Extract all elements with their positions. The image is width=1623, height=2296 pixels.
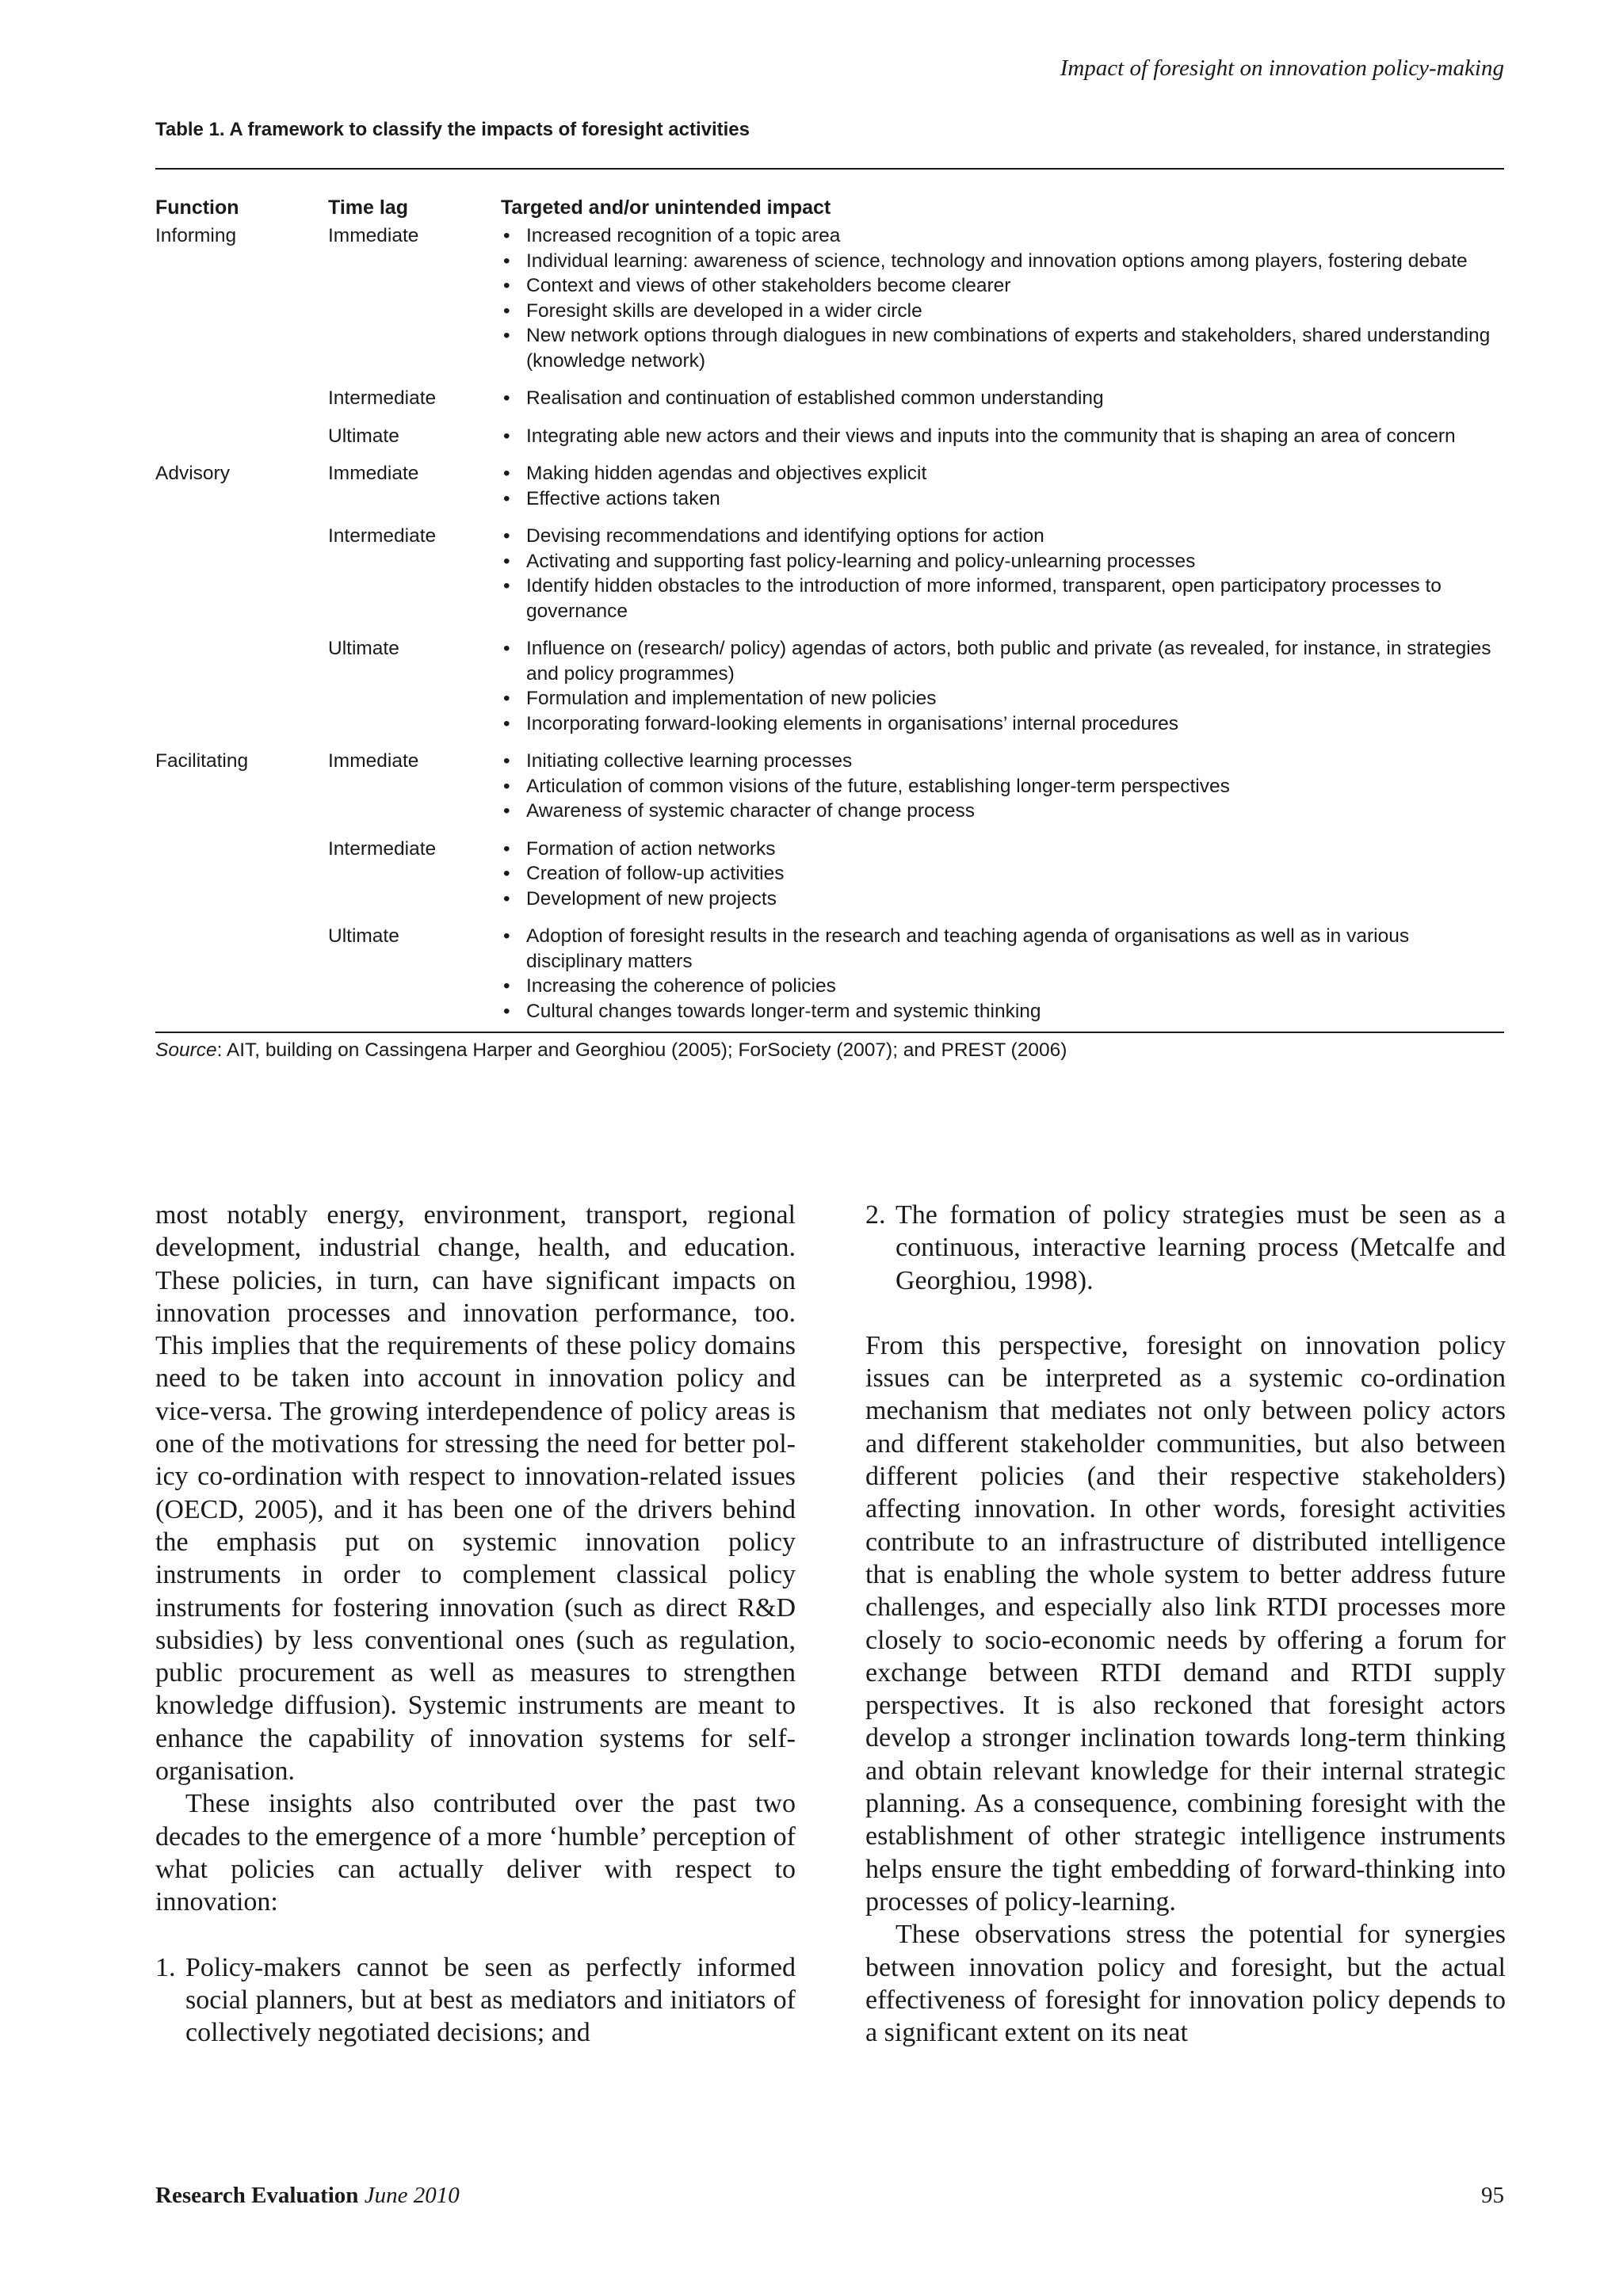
source-text: : AIT, building on Cassingena Harper and Georghiou (2005); ForSociety (2007); and PREST (2006) bbox=[216, 1039, 1067, 1061]
list-number: 1. bbox=[155, 1952, 176, 1982]
table-row bbox=[155, 749, 1504, 824]
impact-item: • Effective actions taken bbox=[501, 486, 1504, 512]
impact-item: • Individual learning: awareness of science, technology and innovation options among players, fostering debate bbox=[501, 249, 1504, 274]
list-item bbox=[155, 1951, 796, 2050]
list-item bbox=[865, 1199, 1506, 1297]
cell-function: Informing bbox=[155, 225, 237, 246]
header-function: Function bbox=[155, 196, 239, 219]
running-head: Impact of foresight on innovation policy-making bbox=[1060, 55, 1504, 81]
table-row bbox=[155, 386, 1504, 411]
impact-item: • Development of new projects bbox=[501, 887, 1504, 912]
cell-time-lag: Immediate bbox=[328, 463, 419, 484]
cell-time-lag: Intermediate bbox=[328, 525, 437, 547]
cell-time-lag: Intermediate bbox=[328, 837, 437, 860]
source-label: Source bbox=[155, 1039, 217, 1061]
cell-impacts bbox=[501, 524, 1504, 624]
impact-item: • Identify hidden obstacles to the introduction of more informed, transparent, open participatory processes to governance bbox=[501, 574, 1504, 624]
issue-date: June 2010 bbox=[364, 2183, 460, 2208]
paragraph: From this perspective, foresight on innovation policy issues can be interpreted as a systemic co-ordination mechanism that mediates not only between policy actors and different stakeholder communities, but also between different policies (and their respective stakeholders) affecting innovation. In other words, foresight activities contribute to an infrastructure of distributed intelligence that is enabling the whole system to better address future challenges, and especially also link RTDI processes more closely to socio-economic needs by offering a forum for exchange between RTDI demand and RTDI supply perspectives. It is also reckoned that foresight actors develop a stronger inclination towards long-term thinking and obtain relevant knowledge for their internal strategic planning. As a consequence, combining foresight with the establishment of other strategic intelligence instruments helps ensure the tight embedding of forward-thinking into processes of policy-learning. bbox=[865, 1330, 1506, 1917]
impact-list bbox=[501, 749, 1504, 824]
impact-item: • Articulation of common visions of the future, establishing longer-term perspectives bbox=[501, 774, 1504, 799]
table-row bbox=[155, 524, 1504, 624]
impact-list bbox=[501, 386, 1504, 411]
table-row bbox=[155, 924, 1504, 1024]
impact-item: • Realisation and continuation of established common understanding bbox=[501, 386, 1504, 411]
cell-function bbox=[155, 636, 328, 736]
impact-item: • New network options through dialogues in new combinations of experts and stakeholders, shared understanding (knowledge network) bbox=[501, 323, 1504, 373]
impact-item: • Increasing the coherence of policies bbox=[501, 974, 1504, 999]
table-row bbox=[155, 837, 1504, 912]
table-header-row bbox=[155, 170, 1504, 223]
cell-function bbox=[155, 924, 328, 1024]
journal-name: Research Evaluation bbox=[155, 2183, 359, 2208]
impact-item: • Formation of action networks bbox=[501, 837, 1504, 862]
table-source bbox=[155, 1039, 1504, 1062]
header-time-lag: Time lag bbox=[328, 196, 408, 219]
impact-item: • Cultural changes towards longer-term and systemic thinking bbox=[501, 999, 1504, 1024]
table-row bbox=[155, 636, 1504, 736]
impact-list bbox=[501, 924, 1504, 1024]
impact-item: • Formulation and implementation of new policies bbox=[501, 686, 1504, 711]
table-1 bbox=[155, 119, 1504, 1062]
footer-journal bbox=[155, 2183, 460, 2209]
impact-list bbox=[501, 837, 1504, 912]
cell-time-lag: Immediate bbox=[328, 225, 419, 246]
cell-impacts bbox=[501, 386, 1504, 411]
cell-time-lag: Ultimate bbox=[328, 425, 399, 447]
cell-impacts bbox=[501, 424, 1504, 449]
paragraph: These observations stress the potential for synergies between innovation policy and foresight, but the actual effectiveness of foresight for innovation policy depends to a significant extent on its neat bbox=[865, 1920, 1506, 2048]
impact-list bbox=[501, 424, 1504, 449]
list-text: The formation of policy strategies must be seen as a continuous, interactive learning process (Metcalfe and Georghiou, 1998). bbox=[896, 1200, 1506, 1295]
cell-function: Facilitating bbox=[155, 750, 249, 772]
impact-item: • Initiating collective learning processes bbox=[501, 749, 1504, 774]
impact-item: • Activating and supporting fast policy-learning and policy-unlearning processes bbox=[501, 549, 1504, 574]
cell-time-lag: Ultimate bbox=[328, 638, 399, 659]
impact-item: • Adoption of foresight results in the research and teaching agenda of organisations as well as in various disciplinary matters bbox=[501, 924, 1504, 974]
impact-item: • Foresight skills are developed in a wider circle bbox=[501, 299, 1504, 324]
cell-function: Advisory bbox=[155, 463, 230, 484]
cell-time-lag: Intermediate bbox=[328, 387, 437, 409]
impact-item: • Awareness of systemic character of change process bbox=[501, 799, 1504, 824]
impact-item: • Incorporating forward-looking elements in organisations’ internal procedures bbox=[501, 711, 1504, 737]
impact-list bbox=[501, 524, 1504, 624]
cell-function bbox=[155, 837, 328, 912]
impact-item: • Integrating able new actors and their views and inputs into the community that is shaping an area of concern bbox=[501, 424, 1504, 449]
paragraph: most notably energy, environment, transport, regional development, industrial change, health, and education. These policies, in turn, can have significant impacts on innovation processes and innovation performance, too. This implies that the requirements of these policy domains need to be taken into account in innovation policy and vice-versa. The growing interdependence of policy areas is one of the motivations for stressing the need for better policy co-ordination with respect to innovation-related issues (OECD, 2005), and it has been one of the drivers behind the emphasis put on systemic innovation policy instruments in order to complement classical policy instruments for fostering innovation (such as direct R&D subsidies) by less conventional ones (such as regulation, public procurement as well as measures to strengthen knowledge diffusion). Systemic instruments are meant to enhance the capability of innovation systems for self-organisation. bbox=[155, 1200, 796, 1787]
cell-impacts bbox=[501, 461, 1504, 511]
impact-item: • Devising recommendations and identifying options for action bbox=[501, 524, 1504, 549]
impact-list bbox=[501, 636, 1504, 736]
impact-list bbox=[501, 461, 1504, 511]
page-number: 95 bbox=[1481, 2183, 1504, 2208]
paragraph: These insights also contributed over the past two decades to the emergence of a more ‘humble’ perception of what policies can actually deliver with respect to innovation: bbox=[155, 1789, 796, 1917]
cell-function bbox=[155, 524, 328, 624]
impact-item: • Context and views of other stakeholders become clearer bbox=[501, 273, 1504, 299]
cell-time-lag: Ultimate bbox=[328, 925, 399, 947]
impact-list bbox=[501, 223, 1504, 373]
right-column bbox=[865, 1199, 1506, 2049]
cell-impacts bbox=[501, 223, 1504, 373]
cell-impacts bbox=[501, 924, 1504, 1024]
cell-function bbox=[155, 424, 328, 449]
header-impact: Targeted and/or unintended impact bbox=[501, 196, 831, 219]
cell-time-lag: Immediate bbox=[328, 750, 419, 772]
table-row bbox=[155, 424, 1504, 449]
list-text: Policy-makers cannot be seen as perfectly informed social planners, but at best as mediators and initiators of collectively negotiated decisions; and bbox=[185, 1952, 796, 2048]
table-bottom-rule bbox=[155, 1032, 1504, 1033]
impact-item: • Increased recognition of a topic area bbox=[501, 223, 1504, 249]
impact-item: • Influence on (research/ policy) agendas of actors, both public and private (as revealed, for instance, in strategies and policy programmes) bbox=[501, 636, 1504, 686]
cell-impacts bbox=[501, 837, 1504, 912]
table-row bbox=[155, 461, 1504, 511]
cell-function bbox=[155, 386, 328, 411]
impact-item: • Making hidden agendas and objectives explicit bbox=[501, 461, 1504, 486]
left-column bbox=[155, 1199, 796, 2049]
table-caption: Table 1. A framework to classify the impacts of foresight activities bbox=[155, 119, 750, 140]
table-row bbox=[155, 223, 1504, 373]
cell-impacts bbox=[501, 636, 1504, 736]
cell-impacts bbox=[501, 749, 1504, 824]
list-number: 2. bbox=[865, 1200, 886, 1230]
impact-item: • Creation of follow-up activities bbox=[501, 861, 1504, 887]
table-body bbox=[155, 223, 1504, 1032]
